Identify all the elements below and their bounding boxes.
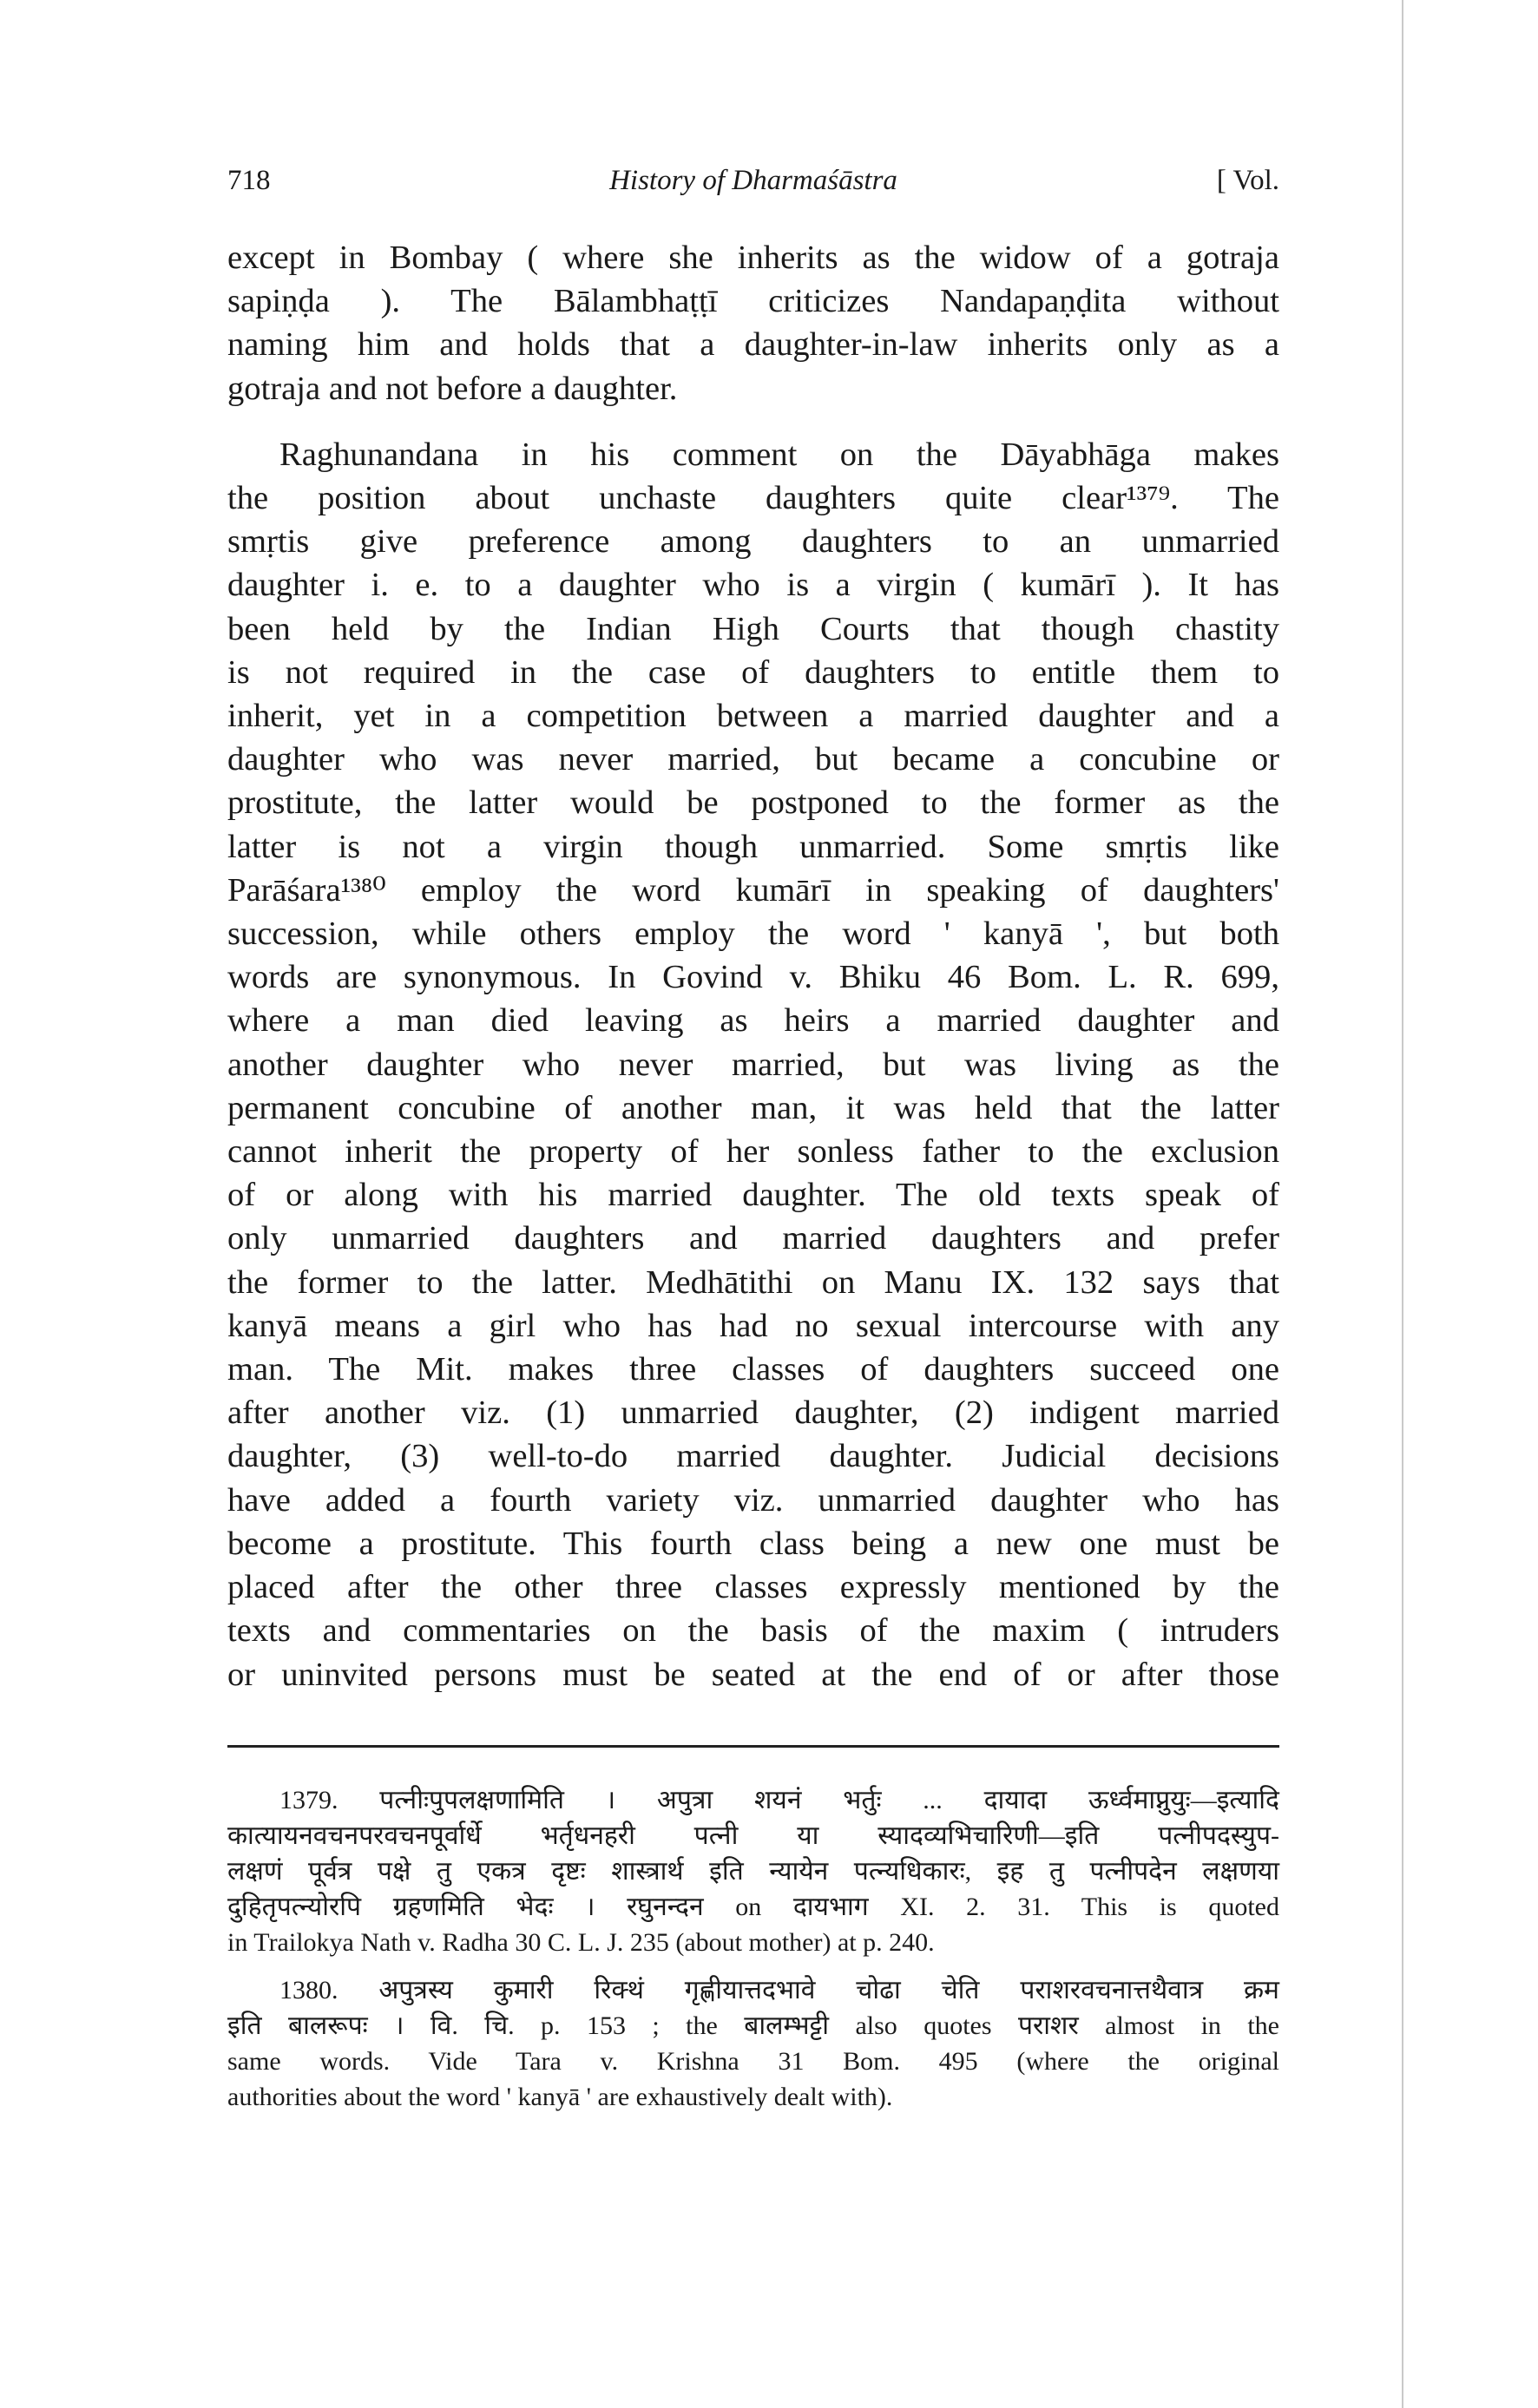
footnote-line: कात्यायनवचनपरवचनपूर्वार्धे भर्तृधनहरी पत्नी या स्यादव्यभिचारिणी—इति पत्नीपदस्युप- xyxy=(227,1821,1279,1850)
scan-edge-line xyxy=(1402,0,1403,2408)
text-line: daughter, (3) well-to-do married daughter. Judicial decisions xyxy=(227,1438,1279,1475)
running-title: History of Dharmaśāstra xyxy=(609,165,897,196)
footnote-line: 1379. पत्नीःपुपलक्षणामिति । अपुत्रा शयनं भर्तुः ... दायादा ऊर्ध्वमाप्नुयुः—इत्यादि xyxy=(279,1785,1279,1814)
text-line: kanyā means a girl who has had no sexual intercourse with any xyxy=(227,1307,1279,1344)
text-line: Parāśara¹³⁸⁰ employ the word kumārī in speaking of daughters' xyxy=(227,871,1279,909)
text-line: the former to the latter. Medhātithi on Manu IX. 132 says that xyxy=(227,1263,1279,1301)
text-line: man. The Mit. makes three classes of daughters succeed one xyxy=(227,1351,1279,1388)
text-line: have added a fourth variety viz. unmarried daughter who has xyxy=(227,1481,1279,1519)
text-line: been held by the Indian High Courts that though chastity xyxy=(227,610,1279,647)
text-line: sapiṇḍa ). The Bālambhaṭṭī criticizes Nandapaṇḍita without xyxy=(227,283,1279,320)
footnote-1379 xyxy=(227,1782,1279,1960)
page-number: 718 xyxy=(227,165,271,196)
page-header xyxy=(227,165,1279,217)
text-line: daughter i. e. to a daughter who is a virgin ( kumārī ). It has xyxy=(227,567,1279,604)
text-line: inherit, yet in a competition between a married daughter and a xyxy=(227,698,1279,735)
text-line: words are synonymous. In Govind v. Bhiku 46 Bom. L. R. 699, xyxy=(227,959,1279,996)
paragraph-2 xyxy=(227,433,1279,1696)
text-line: of or along with his married daughter. The old texts speak of xyxy=(227,1177,1279,1214)
text-line: smṛtis give preference among daughters to an unmarried xyxy=(227,523,1279,561)
text-line: where a man died leaving as heirs a married daughter and xyxy=(227,1002,1279,1040)
text-line: except in Bombay ( where she inherits as the widow of a gotraja xyxy=(227,239,1279,276)
footnote-line: 1380. अपुत्रस्य कुमारी रिक्थं गृह्णीयात्तदभावे चोढा चेति पराशरवचनात्तथैवात्र क्रम xyxy=(279,1975,1279,2004)
text-line: only unmarried daughters and married daughters and prefer xyxy=(227,1220,1279,1257)
footnote-line: दुहितृपत्न्योरपि ग्रहणमिति भेदः । रघुनन्दन on दायभाग XI. 2. 31. This is quoted xyxy=(227,1892,1279,1921)
text-line: daughter who was never married, but became a concubine or xyxy=(227,741,1279,778)
text-line: placed after the other three classes expressly mentioned by the xyxy=(227,1569,1279,1606)
book-page xyxy=(227,165,1279,2127)
footnotes xyxy=(227,1782,1279,2115)
footnote-line: लक्षणं पूर्वत्र पक्षे तु एकत्र दृष्टः शास्त्रार्थ इति न्यायेन पत्न्यधिकारः, इह तु पत्नीपदेन लक्षणया xyxy=(227,1856,1279,1886)
footnote-line: same words. Vide Tara v. Krishna 31 Bom. 495 (where the original xyxy=(227,2046,1279,2076)
text-line: gotraja and not before a daughter. xyxy=(227,370,678,407)
text-line: texts and commentaries on the basis of the maxim ( intruders xyxy=(227,1612,1279,1650)
footnote-divider xyxy=(227,1745,1279,1748)
text-line: prostitute, the latter would be postponed to the former as the xyxy=(227,784,1279,822)
text-line: naming him and holds that a daughter-in-law inherits only as a xyxy=(227,326,1279,364)
text-line: become a prostitute. This fourth class being a new one must be xyxy=(227,1525,1279,1562)
footnote-line: in Trailokya Nath v. Radha 30 C. L. J. 235 (about mother) at p. 240. xyxy=(227,1927,935,1957)
text-line: after another viz. (1) unmarried daughter, (2) indigent married xyxy=(227,1394,1279,1432)
text-line: another daughter who never married, but was living as the xyxy=(227,1046,1279,1083)
text-line: permanent concubine of another man, it was held that the latter xyxy=(227,1089,1279,1126)
footnote-1380 xyxy=(227,1972,1279,2115)
text-line: is not required in the case of daughters to entitle them to xyxy=(227,653,1279,691)
text-line: latter is not a virgin though unmarried. Some smṛtis like xyxy=(227,828,1279,865)
text-line: the position about unchaste daughters quite clear¹³⁷⁹. The xyxy=(227,480,1279,517)
text-line: succession, while others employ the word ' kanyā ', but both xyxy=(227,915,1279,953)
text-line: cannot inherit the property of her sonless father to the exclusion xyxy=(227,1133,1279,1171)
paragraph-1 xyxy=(227,236,1279,410)
volume-mark: [ Vol. xyxy=(1216,165,1279,196)
footnote-line: इति बालरूपः । वि. चि. p. 153 ; the बालम्भट्टी also quotes पराशर almost in the xyxy=(227,2011,1279,2040)
footnote-line: authorities about the word ' kanyā ' are exhaustively dealt with). xyxy=(227,2082,893,2111)
text-line: Raghunandana in his comment on the Dāyabhāga makes xyxy=(279,436,1279,473)
text-line: or uninvited persons must be seated at the end of or after those xyxy=(227,1656,1279,1693)
